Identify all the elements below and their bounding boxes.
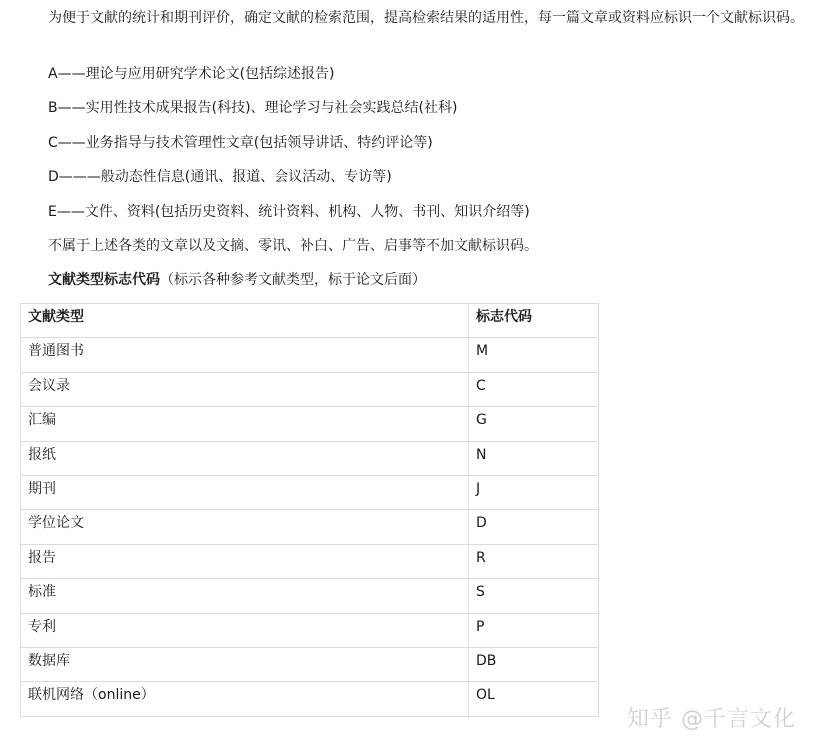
table-heading-note: （标示各种参考文献类型，标于论文后面） <box>160 272 426 288</box>
table-row <box>21 544 599 578</box>
document-type-cell: 会议录 <box>21 372 469 406</box>
document-type-cell: 专利 <box>21 613 469 647</box>
category-a: A——理论与应用研究学术论文(包括综述报告) <box>48 66 335 82</box>
header-document-type: 文献类型 <box>21 304 469 338</box>
code-cell: C <box>469 372 599 406</box>
exclusion-note: 不属于上述各类的文章以及文摘、零讯、补白、广告、启事等不加文献标识码。 <box>48 238 538 254</box>
code-cell: OL <box>469 682 599 716</box>
table-row <box>21 338 599 372</box>
table-row <box>21 647 599 681</box>
code-cell: R <box>469 544 599 578</box>
table-row <box>21 510 599 544</box>
table-row <box>21 372 599 406</box>
document-type-cell: 报纸 <box>21 441 469 475</box>
zhihu-watermark: 知乎 @千言文化 <box>627 707 796 732</box>
intro-paragraph: 为便于文献的统计和期刊评价，确定文献的检索范围，提高检索结果的适用性，每一篇文章或资料应标识一个文献标识码。 <box>48 10 804 26</box>
document-type-cell: 报告 <box>21 544 469 578</box>
document-type-cell: 普通图书 <box>21 338 469 372</box>
header-code: 标志代码 <box>469 304 599 338</box>
category-c: C——业务指导与技术管理性文章(包括领导讲话、特约评论等) <box>48 135 433 151</box>
document-type-cell: 汇编 <box>21 407 469 441</box>
table-header-row <box>21 304 599 338</box>
code-cell: DB <box>469 647 599 681</box>
table-heading-title: 文献类型标志代码 <box>48 272 160 288</box>
table-row <box>21 407 599 441</box>
code-cell: J <box>469 475 599 509</box>
document-type-cell: 期刊 <box>21 475 469 509</box>
table-row <box>21 682 599 716</box>
table-row <box>21 441 599 475</box>
document-type-cell: 学位论文 <box>21 510 469 544</box>
table-row <box>21 475 599 509</box>
table-heading <box>48 270 426 290</box>
table-row <box>21 613 599 647</box>
code-cell: P <box>469 613 599 647</box>
document-type-code-table <box>20 303 599 717</box>
table-row <box>21 579 599 613</box>
document-type-cell: 联机网络（online） <box>21 682 469 716</box>
code-cell: N <box>469 441 599 475</box>
document-type-cell: 标准 <box>21 579 469 613</box>
document-type-cell: 数据库 <box>21 647 469 681</box>
code-cell: S <box>469 579 599 613</box>
category-b: B——实用性技术成果报告(科技)、理论学习与社会实践总结(社科) <box>48 100 458 116</box>
category-e: E——文件、资料(包括历史资料、统计资料、机构、人物、书刊、知识介绍等) <box>48 204 530 220</box>
category-d: D———般动态性信息(通讯、报道、会议活动、专访等) <box>48 169 392 185</box>
code-cell: G <box>469 407 599 441</box>
code-cell: D <box>469 510 599 544</box>
code-cell: M <box>469 338 599 372</box>
